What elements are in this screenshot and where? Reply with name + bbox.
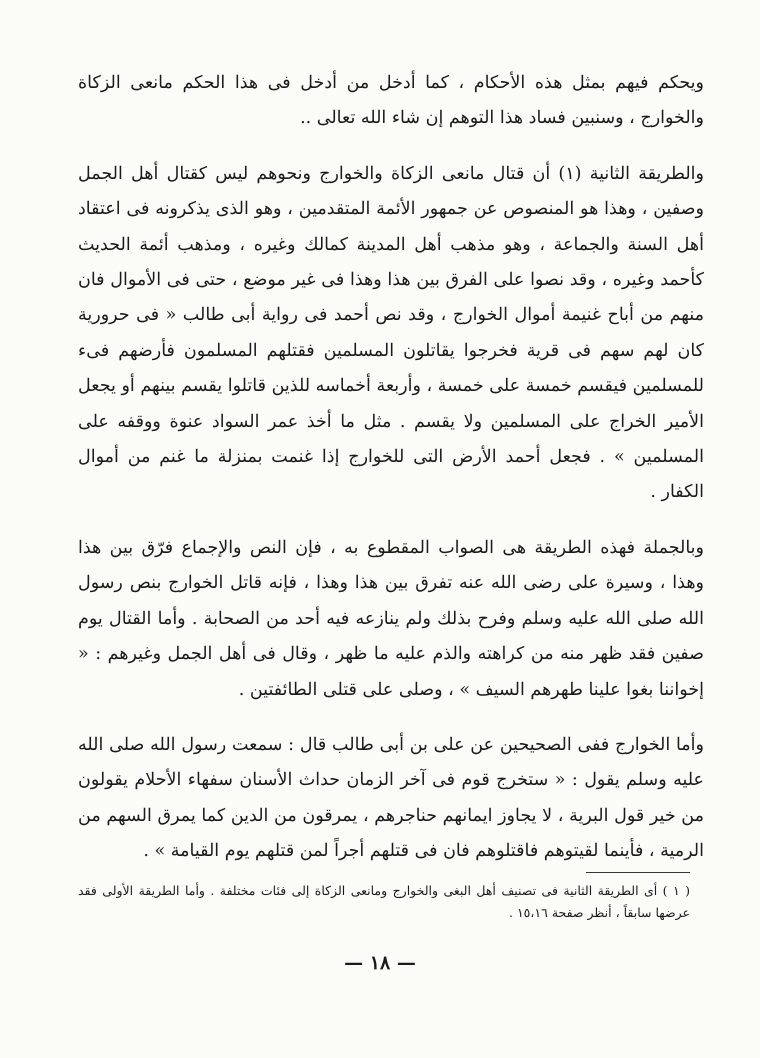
main-text bbox=[78, 66, 704, 870]
footnote-divider bbox=[586, 872, 690, 873]
page-number: — ١٨ — bbox=[344, 952, 416, 974]
paragraph-3: وبالجملة فهذه الطريقة هى الصواب المقطوع به ، فإن النص والإجماع فرّق بين هذا وهذا ، وسيرة على رضى الله عنه تفرق بين هذا وهذا ، فإنه قاتل الخوارج بنص رسول الله صلى الله عليه وسلم وفرح بذلك ولم ينازعه فيه أحد من الصحابة . وأما القتال يوم صفين فقد ظهر منه من كراهته والذم عليه ما ظهر ، وقال فى أهل الجمل وغيرهم : « إخواننا بغوا علينا طهرهم السيف » ، وصلى على قتلى الطائفتين . bbox=[78, 537, 704, 700]
footnote: ( ١ ) أى الطريقة الثانية فى تصنيف أهل البغى والخوارج ومانعى الزكاة إلى فئات مختلفة . وأما الطريقة الأولى فقد عرضها سابقاً ، أنظر صفحة ١٥،١٦ . bbox=[78, 883, 690, 920]
paragraph-1: ويحكم فيهم بمثل هذه الأحكام ، كما أدخل من أدخل فى هذا الحكم مانعى الزكاة والخوارج ، وسنبين فساد هذا التوهم إن شاء الله تعالى .. bbox=[78, 73, 704, 129]
paragraph-2: والطريقة الثانية (١) أن قتال مانعى الزكاة والخوارج ونحوهم ليس كقتال أهل الجمل وصفين ، وهذا هو المنصوص عن جمهور الأئمة المتقدمين ، وهو الذى يذكرونه فى اعتقاد أهل السنة والجماعة ، وهو مذهب أهل المدينة كمالك وغيره ، ومذهب أئمة الحديث كأحمد وغيره ، وقد نصوا على الفرق بين هذا وهذا فى غير موضع ، حتى فى الأموال فان منهم من أباح غنيمة أموال الخوارج ، وقد نص أحمد فى رواية أبى طالب « فى حرورية كان لهم سهم فى قرية فخرجوا يقاتلون المسلمين فقتلهم المسلمون فأرضهم فىء للمسلمين فيقسم خمسة على خمسة ، وأربعة أخماسه للذين قاتلوا يقسم بينهم أو يجعل الأمير الخراج على المسلمين ولا يقسم . مثل ما أخذ عمر السواد عنوة ووقفه على المسلمين » . فجعل أحمد الأرض التى للخوارج إذا غنمت بمنزلة ما غنم من أموال الكفار . bbox=[78, 163, 704, 503]
paragraph-4: وأما الخوارج ففى الصحيحين عن على بن أبى طالب قال : سمعت رسول الله صلى الله عليه وسلم يقول : « ستخرج قوم فى آخر الزمان حداث الأسنان سفهاء الأحلام يقولون من خير قول البرية ، لا يجاوز ايمانهم حناجرهم ، يمرقون من الدين كما يمرق السهم من الرمية ، فأينما لقيتوهم فاقتلوهم فان فى قتلهم أجراً لمن قتلهم يوم القيامة » . bbox=[78, 734, 704, 862]
